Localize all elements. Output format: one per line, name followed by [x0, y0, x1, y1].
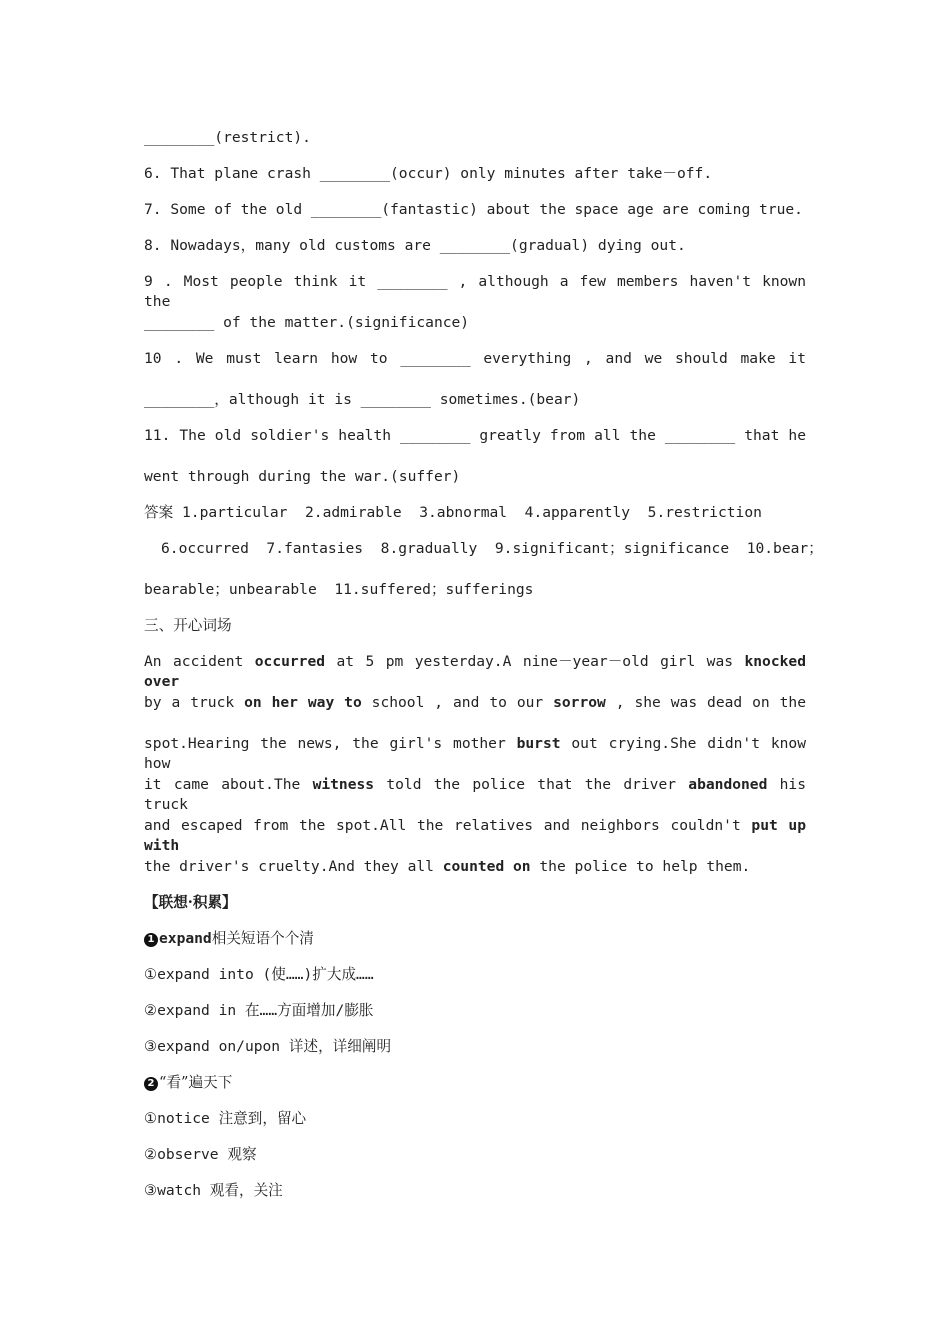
passage-line5: and escaped from the spot.All the relatives and neighbors couldn't put up with — [144, 817, 806, 854]
assoc-bullet1: 1 expand相关短语个个清 — [144, 929, 806, 949]
passage-line3: spot.Hearing the news, the girl's mother burst out crying.She didn't know how — [144, 735, 806, 772]
look-item-3: ③watch 观看，关注 — [144, 1182, 283, 1199]
exercise-9-line1: 9 . Most people think it ________ , although a few members haven't known the — [144, 273, 806, 310]
look-item-2: ②observe 观察 — [144, 1146, 257, 1163]
assoc-title: 【联想·积累】 — [144, 894, 237, 911]
exercise-9-line2: ________ of the matter.(significance) — [144, 314, 470, 331]
exercise-7: 7. Some of the old ________(fantastic) about the space age are coming true. — [144, 201, 803, 218]
expand-item-3: ③expand on/upon 详述，详细阐明 — [144, 1038, 392, 1055]
answers-label: 答案 — [144, 504, 174, 521]
passage-line4: it came about.The witness told the police that the driver abandoned his truck — [144, 776, 806, 813]
exercise-6: 6. That plane crash ________(occur) only minutes after take－off. — [144, 165, 713, 182]
expand-item-1: ①expand into (使……)扩大成…… — [144, 966, 374, 983]
answers-line1: 答案 1.particular 2.admirable 3.abnormal 4.apparently 5.restriction — [144, 504, 762, 521]
expand-item-2: ②expand in 在……方面增加/膨胀 — [144, 1002, 374, 1019]
exercise-11-line2: went through during the war.(suffer) — [144, 468, 461, 485]
answers-line2: 6.occurred 7.fantasies 8.gradually 9.significant；significance 10.bear； — [161, 540, 823, 557]
exercise-8: 8. Nowadays，many old customs are ________(gradual) dying out. — [144, 237, 686, 254]
exercise-5-continued: ________(restrict). — [144, 129, 311, 146]
exercise-11-line1: 11. The old soldier's health ________ greatly from all the ________ that he — [144, 427, 806, 444]
look-item-1: ①notice 注意到，留心 — [144, 1110, 307, 1127]
passage-line1: An accident occurred at 5 pm yesterday.A nine－year－old girl was knocked over — [144, 653, 806, 690]
assoc-bullet2: 2 “看”遍天下 — [144, 1073, 806, 1093]
number-2-icon: 2 — [144, 1077, 158, 1091]
number-1-icon: 1 — [144, 933, 158, 947]
passage-line2: by a truck on her way to school , and to our sorrow , she was dead on the — [144, 694, 806, 711]
exercise-10-line2: ________，although it is ________ sometimes.(bear) — [144, 391, 581, 408]
section3-title: 三、开心词场 — [144, 617, 232, 634]
passage-line6: the driver's cruelty.And they all counted on the police to help them. — [144, 858, 751, 875]
exercise-10-line1: 10 . We must learn how to ________ everything , and we should make it — [144, 350, 806, 367]
answers-line3: bearable；unbearable 11.suffered；sufferings — [144, 581, 534, 598]
